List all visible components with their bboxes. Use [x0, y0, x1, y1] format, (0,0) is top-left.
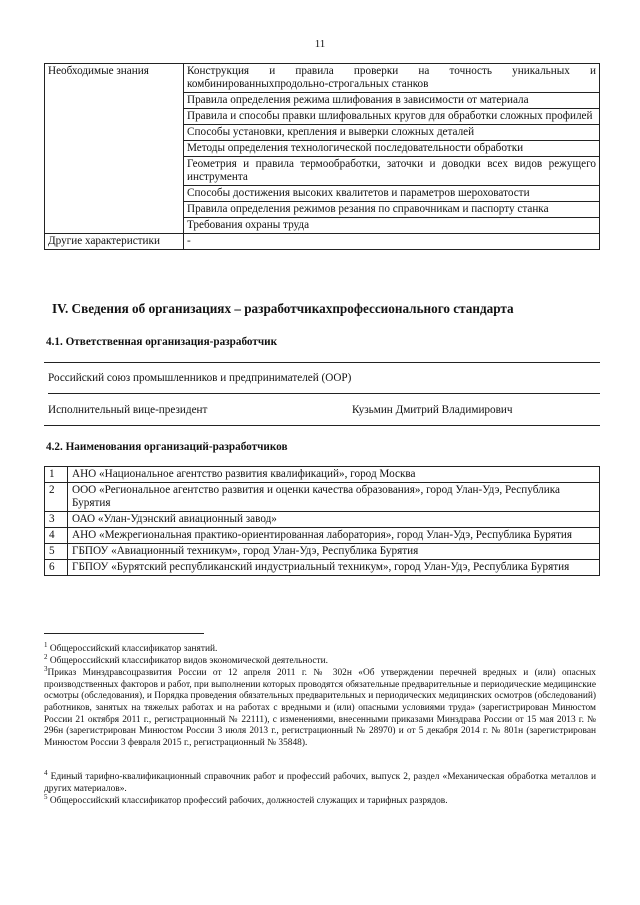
footnote-mark: 4	[44, 769, 48, 777]
table-row	[45, 544, 600, 560]
org-number: 3	[45, 512, 68, 528]
table-row	[45, 64, 600, 93]
footnote-3	[44, 664, 596, 749]
footnote-mark: 5	[44, 793, 48, 801]
responsible-org-box	[44, 362, 600, 426]
footnote-mark: 3	[44, 665, 48, 673]
knowledge-item: Способы установки, крепления и выверки сложных деталей	[184, 125, 600, 141]
knowledge-item: Геометрия и правила термообработки, заточки и доводки всех видов режущего инструмента	[184, 157, 600, 186]
knowledge-item: Способы достижения высоких квалитетов и параметров шероховатости	[184, 186, 600, 202]
required-knowledge-label: Необходимые знания	[45, 64, 184, 234]
table-row	[45, 234, 600, 250]
org-number: 2	[45, 483, 68, 512]
knowledge-item: Правила и способы правки шлифовальных кругов для обработки сложных профилей	[184, 109, 600, 125]
org-name: ГБПОУ «Авиационный техникум», город Улан-Удэ, Республика Бурятия	[68, 544, 600, 560]
table-row	[45, 528, 600, 544]
table-row	[45, 483, 600, 512]
footnote-5	[44, 792, 596, 808]
knowledge-table	[44, 63, 600, 250]
org-number: 4	[45, 528, 68, 544]
footnote-text: Общероссийский классификатор занятий.	[49, 644, 218, 655]
org-name: ООО «Региональное агентство развития и оценки качества образования», город Улан-Удэ, Республика Бурятия	[68, 483, 600, 512]
responsible-org-name: Российский союз промышленников и предпринимателей (ООР)	[48, 363, 600, 394]
knowledge-item: Правила определения режима шлифования в зависимости от материала	[184, 93, 600, 109]
footnote-mark: 2	[44, 653, 48, 661]
other-characteristics-label: Другие характеристики	[45, 234, 184, 250]
org-number: 5	[45, 544, 68, 560]
footnote-text: Приказ Минздравсоцразвития России от 12 апреля 2011 г. № 302н «Об утверждении перечней вредных и (или) опасных производственных факторов и работ, при выполнении которых проводятся обязательные предварительные и периодические медицинские осмотры (обследования), и Порядка проведения обязательных предварительных и периодических медицинских осмотров (обследований) работников, занятых на тяжелых работах и на работах с вредными и (или) опасными условиями труда» (зарегистрирован Минюстом России 21 октября 2011 г., регистрационный № 22111), с изменениями, внесенными приказами Минздрава России от 15 мая 2013 г. № 296н (зарегистрирован Минюстом России 3 июля 2013 г., регистрационный № 28970) и от 5 декабря 2014 г. № 801н (зарегистрирован Минюстом России 3 февраля 2015 г., регистрационный № 35848).	[44, 668, 596, 748]
org-number: 6	[45, 560, 68, 576]
page-number: 11	[314, 38, 326, 50]
table-row	[45, 512, 600, 528]
org-name: ГБПОУ «Бурятский республиканский индустриальный техникум», город Улан-Удэ, Республика Бурятия	[68, 560, 600, 576]
org-number: 1	[45, 467, 68, 483]
footnote-divider	[44, 633, 204, 634]
responsible-person: Кузьмин Дмитрий Владимирович	[352, 404, 513, 416]
org-name: АНО «Национальное агентство развития квалификаций», город Москва	[68, 467, 600, 483]
subsection-title-developers: 4.2. Наименования организаций-разработчиков	[46, 441, 288, 453]
developer-orgs-table	[44, 466, 600, 576]
subsection-title-responsible: 4.1. Ответственная организация-разработчик	[46, 336, 278, 348]
table-row	[45, 560, 600, 576]
table-row	[45, 467, 600, 483]
knowledge-item: Правила определения режимов резания по справочникам и паспорту станка	[184, 202, 600, 218]
other-characteristics-value: -	[184, 234, 600, 250]
knowledge-item: Требования охраны труда	[184, 218, 600, 234]
knowledge-item: Конструкция и правила проверки на точность уникальных и комбинированныхпродольно-строгальных станков	[184, 64, 600, 93]
org-name: ОАО «Улан-Удэнский авиационный завод»	[68, 512, 600, 528]
footnote-mark: 1	[44, 641, 48, 649]
knowledge-item: Методы определения технологической последовательности обработки	[184, 141, 600, 157]
responsible-position: Исполнительный вице-президент	[48, 404, 208, 416]
footnote-text: Общероссийский классификатор видов экономической деятельности.	[49, 656, 329, 667]
section-title: IV. Сведения об организациях – разработчикахпрофессионального стандарта	[52, 301, 514, 316]
org-name: АНО «Межрегиональная практико-ориентированная лаборатория», город Улан-Удэ, Республика Бурятия	[68, 528, 600, 544]
footnote-text: Единый тарифно-квалификационный справочник работ и профессий рабочих, выпуск 2, раздел «Механическая обработка металлов и других материалов».	[44, 772, 596, 794]
footnote-text: Общероссийский классификатор профессий рабочих, должностей служащих и тарифных разрядов.	[49, 796, 448, 807]
